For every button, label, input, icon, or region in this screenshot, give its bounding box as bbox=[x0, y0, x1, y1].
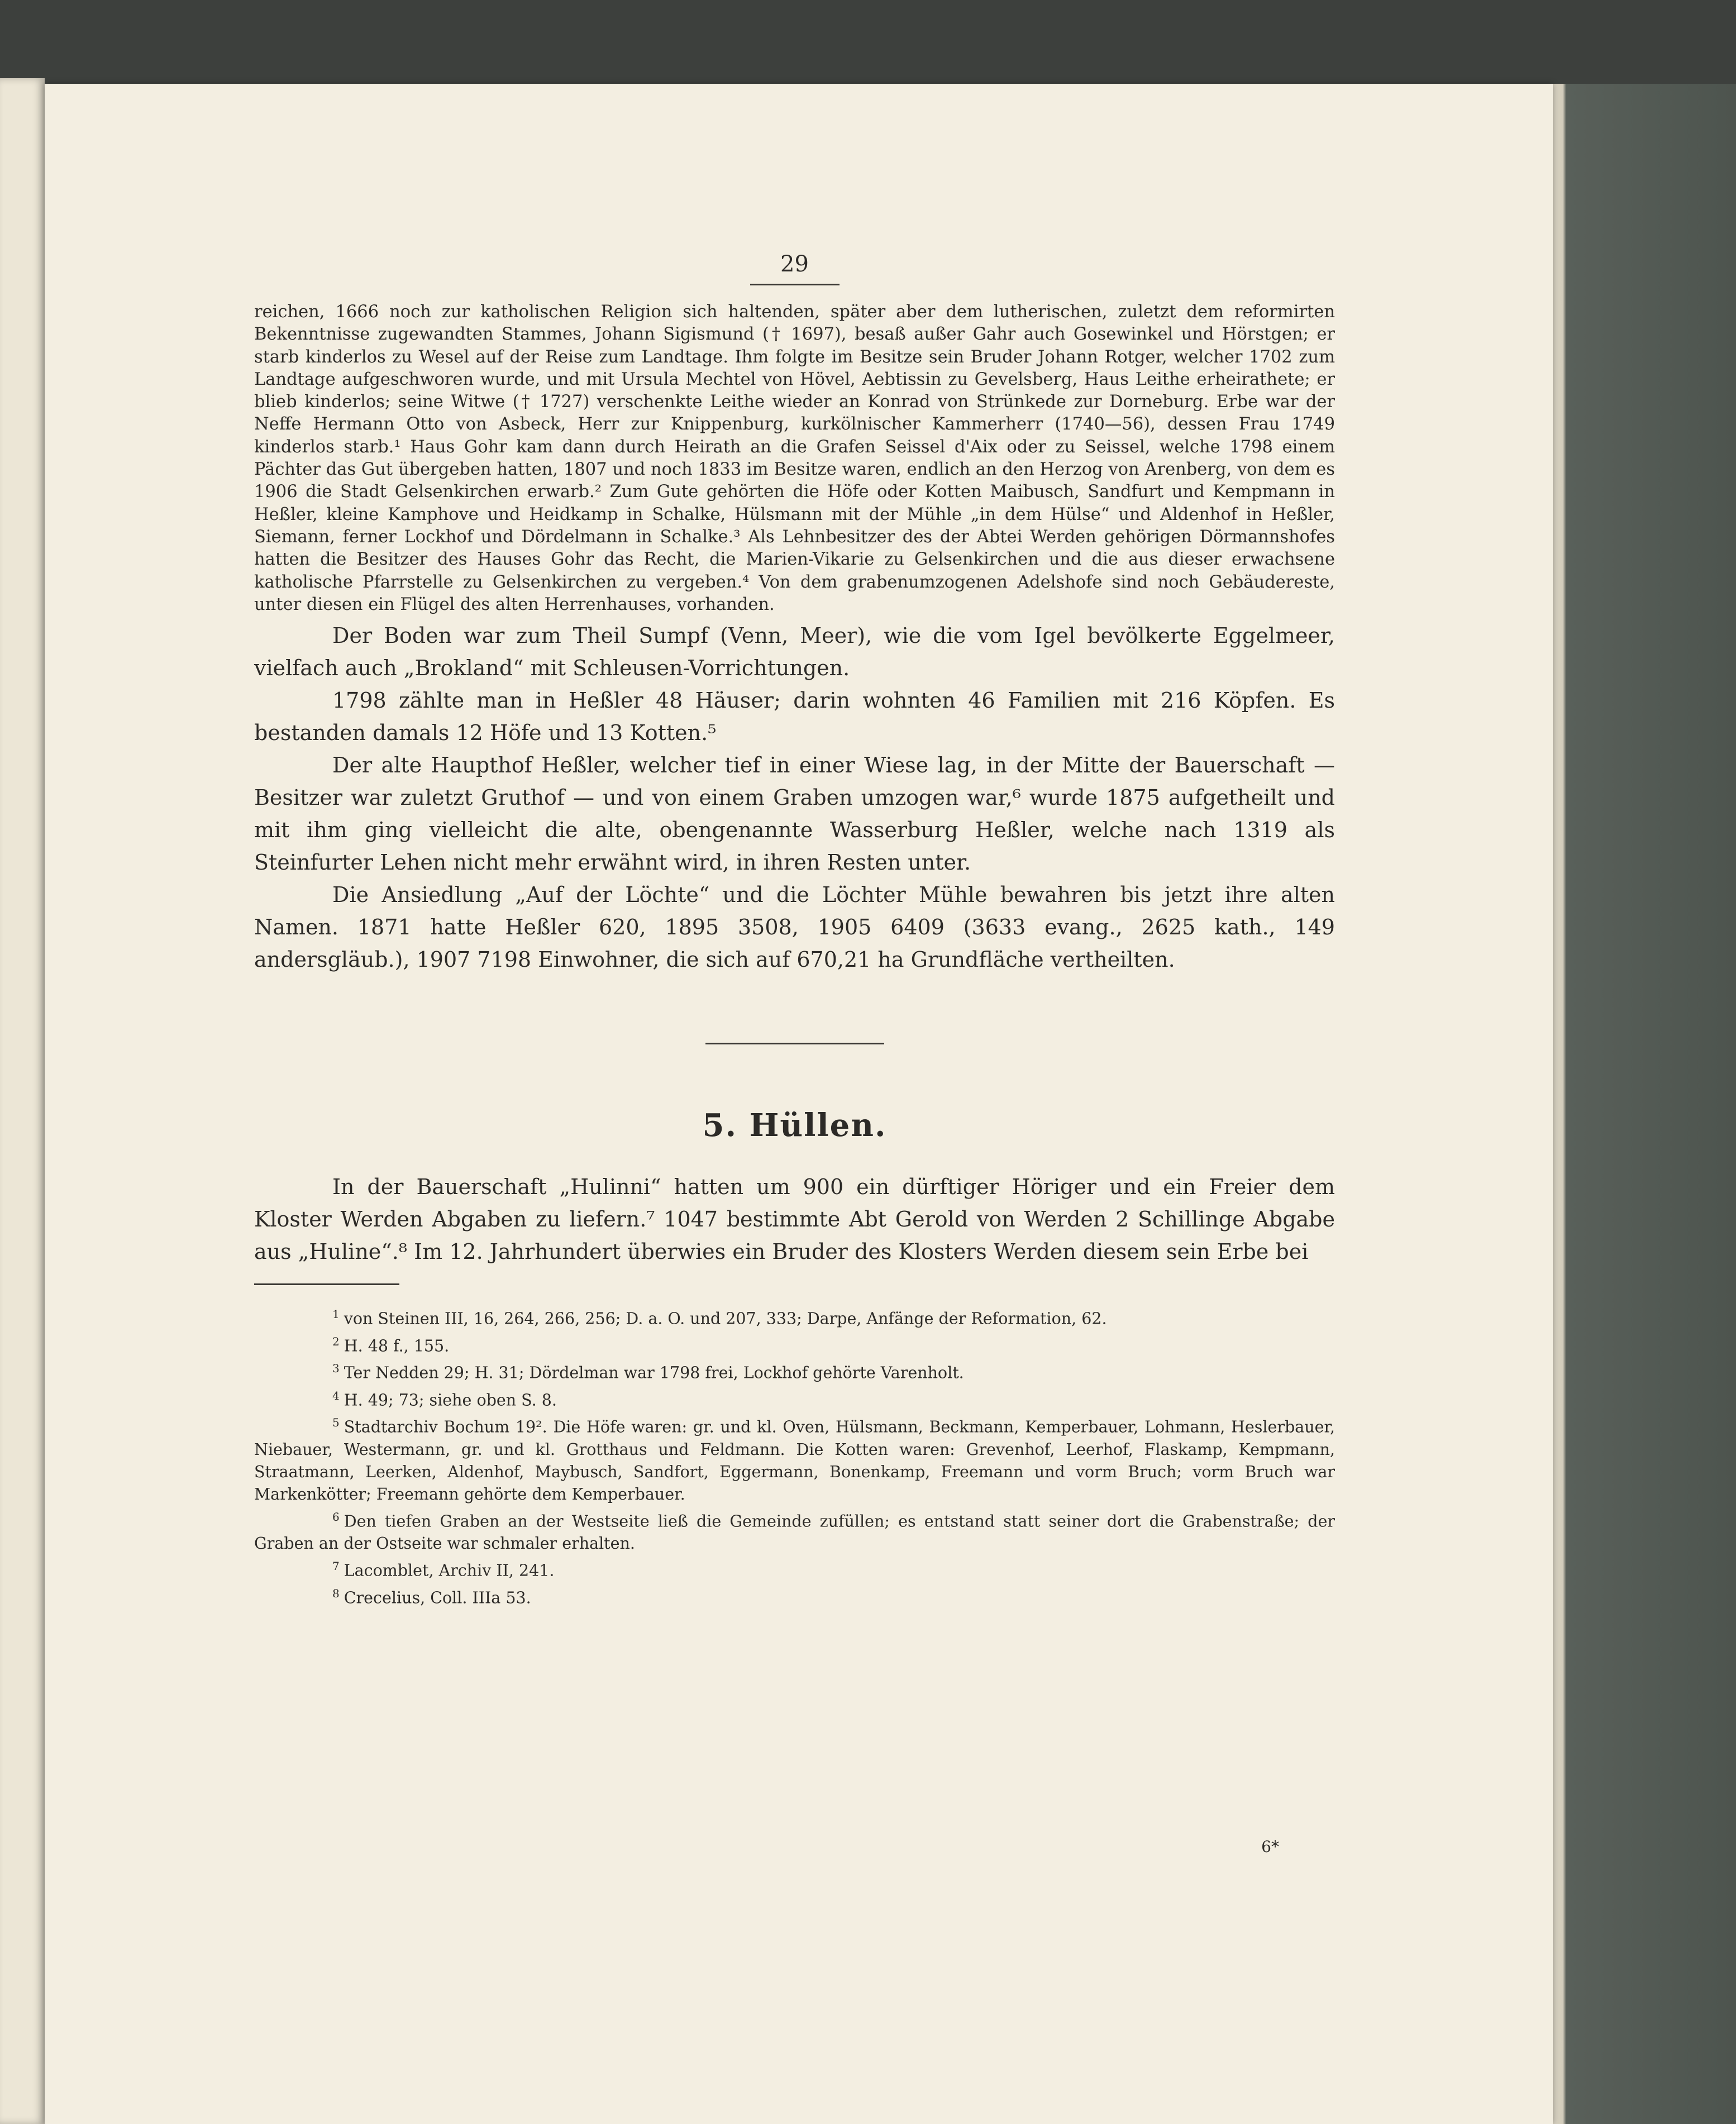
footnote bbox=[254, 1582, 1335, 1610]
footnote bbox=[254, 1357, 1335, 1385]
footnote-text: von Steinen III, 16, 264, 266, 256; D. a. O. und 207, 333; Darpe, Anfänge der Reformation, 62. bbox=[344, 1309, 1107, 1328]
section-paragraph: In der Bauerschaft „Hulinni“ hatten um 900 ein dürftiger Höriger und ein Freier dem Kloster Werden Abgaben zu liefern.⁷ 1047 bestimmte Abt Gerold von Werden 2 Schillinge Abgabe aus „Huline“.⁸ Im 12. Jahrhundert überwies ein Bruder des Klosters Werden diesem sein Erbe bei bbox=[254, 1175, 1335, 1264]
page-number-rule bbox=[750, 284, 840, 285]
footnote-number: 1 bbox=[332, 1307, 340, 1321]
body-paragraph: Der alte Haupthof Heßler, welcher tief in einer Wiese lag, in der Mitte der Bauerschaft — Besitzer war zuletzt Gruthof — und von einem Graben umzogen war,⁶ wurde 1875 aufgetheilt und mit ihm ging vielleicht die alte, obengenannte Wasserburg Heßler, welche nach 1319 als Steinfurter Lehen nicht mehr erwähnt wird, in ihren Resten unter. bbox=[254, 753, 1335, 875]
section-heading: 5. Hüllen. bbox=[702, 1107, 887, 1144]
footnote-text: H. 48 f., 155. bbox=[344, 1337, 450, 1355]
page-content bbox=[254, 251, 1335, 1609]
footnote-text: Den tiefen Graben an der Westseite ließ die Gemeinde zufüllen; es entstand statt seiner dort die Grabenstraße; der Graben an der Ostseite war schmaler erhalten. bbox=[254, 1512, 1335, 1553]
page-number: 29 bbox=[780, 251, 809, 277]
left-page-edge bbox=[0, 78, 45, 2124]
footnote bbox=[254, 1303, 1335, 1330]
footnote-number: 3 bbox=[332, 1362, 340, 1376]
footnote-text: Ter Nedden 29; H. 31; Dördelman war 1798 frei, Lockhof gehörte Varenholt. bbox=[344, 1363, 964, 1382]
footnote-number: 7 bbox=[332, 1559, 340, 1573]
footnote bbox=[254, 1506, 1335, 1555]
footnote bbox=[254, 1385, 1335, 1412]
footnote-number: 5 bbox=[332, 1416, 340, 1430]
top-background bbox=[0, 0, 1736, 84]
footnote bbox=[254, 1555, 1335, 1582]
footnote-text: H. 49; 73; siehe oben S. 8. bbox=[344, 1391, 557, 1410]
footnote-number: 4 bbox=[332, 1388, 340, 1402]
footnote bbox=[254, 1411, 1335, 1506]
footnote-divider bbox=[254, 1283, 399, 1285]
footnote-text: Lacomblet, Archiv II, 241. bbox=[344, 1561, 555, 1580]
section-divider bbox=[705, 1043, 884, 1044]
footnote-number: 8 bbox=[332, 1586, 340, 1600]
body-paragraph: 1798 zählte man in Heßler 48 Häuser; darin wohnten 46 Familien mit 216 Köpfen. Es bestanden damals 12 Höfe und 13 Kotten.⁵ bbox=[254, 688, 1335, 746]
footnote-number: 6 bbox=[332, 1510, 340, 1524]
footnote-text: Stadtarchiv Bochum 19². Die Höfe waren: gr. und kl. Oven, Hülsmann, Beckmann, Kemperbauer, Lohmann, Heslerbauer, Niebauer, Westermann, gr. und kl. Grotthaus und Feldmann. Die Kotten waren: Grevenhof, Leerhof, Flaskamp, Kempmann, Straatmann, Leerken, Aldenhof, Maybusch, Sandfort, Eggermann, Bonenkamp, Freemann und vorm Bruch; vorm Bruch war Markenkötter; Freemann gehörte dem Kemperbauer. bbox=[254, 1417, 1335, 1503]
book-cover-edge bbox=[1552, 84, 1736, 2124]
footnote-text: Crecelius, Coll. IIIa 53. bbox=[344, 1588, 531, 1607]
body-paragraph: Die Ansiedlung „Auf der Löchte“ und die Löchter Mühle bewahren bis jetzt ihre alten Namen. 1871 hatte Heßler 620, 1895 3508, 1905 6409 (3633 evang., 2625 kath., 149 andersgläub.), 1907 7198 Einwohner, die sich auf 670,21 ha Grundfläche vertheilten. bbox=[254, 882, 1335, 972]
footnote-number: 2 bbox=[332, 1334, 340, 1348]
body-paragraph: Der Boden war zum Theil Sumpf (Venn, Meer), wie die vom Igel bevölkerte Eggelmeer, vielfach auch „Brokland“ mit Schleusen-Vorrichtungen. bbox=[254, 623, 1335, 681]
continuation-paragraph: reichen, 1666 noch zur katholischen Religion sich haltenden, später aber dem lutherischen, zuletzt dem reformirten Bekenntnisse zugewandten Stammes, Johann Sigismund († 1697), besaß außer Gahr auch Gosewinkel und Hörstgen; er starb kinderlos zu Wesel auf der Reise zum Landtage. Ihm folgte im Besitze sein Bruder Johann Rotger, welcher 1702 zum Landtage aufgeschworen wurde, und mit Ursula Mechtel von Hövel, Aebtissin zu Gevelsberg, Haus Leithe erheirathete; er blieb kinderlos; seine Witwe († 1727) verschenkte Leithe wieder an Konrad von Strünkede zur Dorneburg. Erbe war der Neffe Hermann Otto von Asbeck, Herr zur Knippenburg, kurkölnischer Kammerherr (1740—56), dessen Frau 1749 kinderlos starb.¹ Haus Gohr kam dann durch Heirath an die Grafen Seissel d'Aix oder zu Seissel, welche 1798 einem Pächter das Gut übergeben hatten, 1807 und noch 1833 im Besitze waren, endlich an den Herzog von Arenberg, von dem es 1906 die Stadt Gelsenkirchen erwarb.² Zum Gute gehörten die Höfe oder Kotten Maibusch, Sandfurt und Kempmann in Heßler, kleine Kamphove und Heidkamp in Schalke, Hülsmann mit der Mühle „in dem Hülse“ und Aldenhof in Heßler, Siemann, ferner Lockhof und Dördelmann in Schalke.³ Als Lehnbesitzer des der Abtei Werden gehörigen Dörmannshofes hatten die Besitzer des Hauses Gohr das Recht, die Marien-Vikarie zu Gelsenkirchen und die aus dieser erwachsene katholische Pfarrstelle zu Gelsenkirchen zu vergeben.⁴ Von dem grabenumzogenen Adelshofe sind noch Gebäudereste, unter diesen ein Flügel des alten Herrenhauses, vorhanden. bbox=[254, 302, 1335, 614]
footnote bbox=[254, 1330, 1335, 1358]
signature-mark: 6* bbox=[1261, 1837, 1279, 1856]
footnote-list bbox=[254, 1303, 1335, 1609]
book-page bbox=[45, 84, 1553, 2124]
